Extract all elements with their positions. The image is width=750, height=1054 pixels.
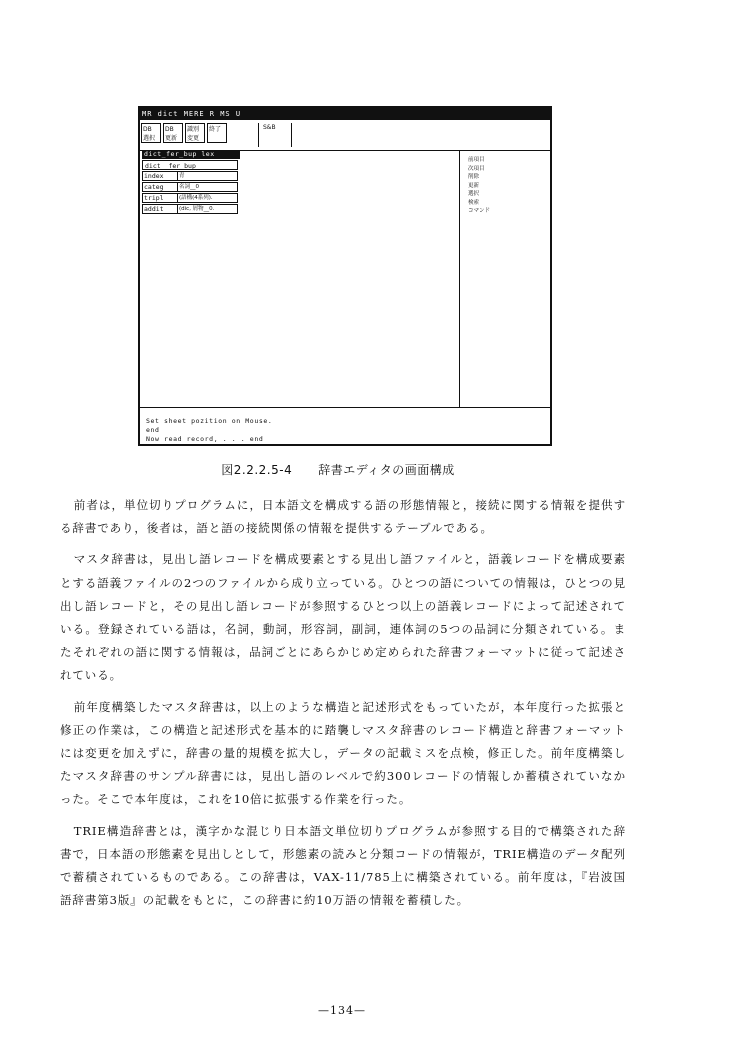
menu-item-search[interactable]: 検索: [468, 199, 480, 206]
field-key: index: [142, 171, 178, 181]
menu-item-next[interactable]: 次項目: [468, 165, 485, 172]
menu-item-delete[interactable]: 削除: [468, 174, 480, 180]
record-field-row[interactable]: [142, 204, 240, 214]
paragraph: TRIE構造辞書とは，漢字かな混じり日本語文単位切りプログラムが参照する目的で構築された辞書で，日本語の形態素を見出しとして，形態素の読みと分類コードの情報が，TRIE構造のデータ配列で蓄積されているものである。この辞書は，VAX-11/785上に構築されている。前年度は，『岩波国語辞書第3版』の記載をもとに，この辞書に約10万語の情報を蓄積した。: [60, 823, 626, 908]
message-area: [140, 407, 550, 444]
paragraph: マスタ辞書は，見出し語レコードを構成要素とする見出し語ファイルと，語義レコードを構成要素とする語義ファイルの2つのファイルから成り立っている。ひとつの語についての情報は，ひとつの見出し語レコードと，その見出し語レコードが参照するひとつ以上の語義レコードによって記述されている。登録されている語は，名詞，動詞，形容詞，副詞，連体詞の5つの品詞に分類されている。またそれぞれの語に関する情報は，品詞ごとにあらかじめ定められた辞書フォーマットに従って記述されている。: [60, 552, 626, 683]
db-select-button[interactable]: DB 選択: [141, 123, 161, 143]
menu-item-command[interactable]: コマンド: [468, 208, 491, 214]
field-value[interactable]: 青: [178, 171, 238, 181]
message-line: Now read record, . . . end: [146, 435, 264, 443]
window-title-bar: MR dict MERE R MS U: [140, 108, 550, 120]
field-value[interactable]: (語構(4系列).: [178, 193, 238, 203]
command-side-menu: [460, 150, 550, 407]
dictionary-record-panel[interactable]: [142, 150, 240, 214]
record-field-row[interactable]: [142, 182, 240, 192]
field-value[interactable]: (dic, 屑物__0.: [178, 204, 238, 214]
figure-number: 図2.2.2.5-4: [221, 463, 293, 477]
menu-item-select[interactable]: 選択: [468, 191, 480, 197]
field-key: categ: [142, 182, 178, 192]
record-name-field[interactable]: dict__fer_bup: [142, 160, 238, 170]
editor-screenshot: [138, 106, 552, 446]
field-key: addit: [142, 204, 178, 214]
message-line: Set sheet pozition on Mouse.: [146, 417, 273, 425]
record-edit-area[interactable]: [140, 150, 460, 407]
db-update-button[interactable]: DB 更新: [163, 123, 183, 143]
id-change-button[interactable]: 識別 変更: [185, 123, 205, 143]
body-text: [60, 494, 626, 920]
menu-item-update[interactable]: 更新: [468, 182, 480, 189]
record-field-row[interactable]: [142, 171, 240, 181]
figure-caption: [0, 461, 676, 478]
page-number: —134—: [318, 1004, 366, 1017]
sb-button[interactable]: S&B: [258, 123, 292, 147]
paragraph: 前者は，単位切りプログラムに，日本語文を構成する語の形態情報と，接続に関する情報を提供する辞書であり，後者は，語と語の接続関係の情報を提供するテーブルである。: [60, 498, 626, 536]
record-header: dict_fer_bup lex: [142, 150, 240, 159]
record-field-row[interactable]: [142, 193, 240, 203]
menu-item-prev[interactable]: 前項目: [468, 157, 485, 163]
exit-button[interactable]: 終了: [207, 123, 227, 143]
toolbar: [140, 120, 550, 151]
message-line: end: [146, 426, 160, 434]
field-value[interactable]: 名詞__0: [178, 182, 238, 192]
paragraph: 前年度構築したマスタ辞書は，以上のような構造と記述形式をもっていたが，本年度行った拡張と修正の作業は，この構造と記述形式を基本的に踏襲しマスタ辞書のレコード構造と辞書フォーマットには変更を加えずに，辞書の量的規模を拡大し，データの記載ミスを点検，修正した。前年度構築したマスタ辞書のサンプル辞書には，見出し語のレベルで約300レコードの情報しか蓄積されていなかった。そこで本年度は，これを10倍に拡張する作業を行った。: [60, 699, 626, 807]
figure-title: 辞書エディタの画面構成: [318, 463, 455, 477]
field-key: tripl: [142, 193, 178, 203]
